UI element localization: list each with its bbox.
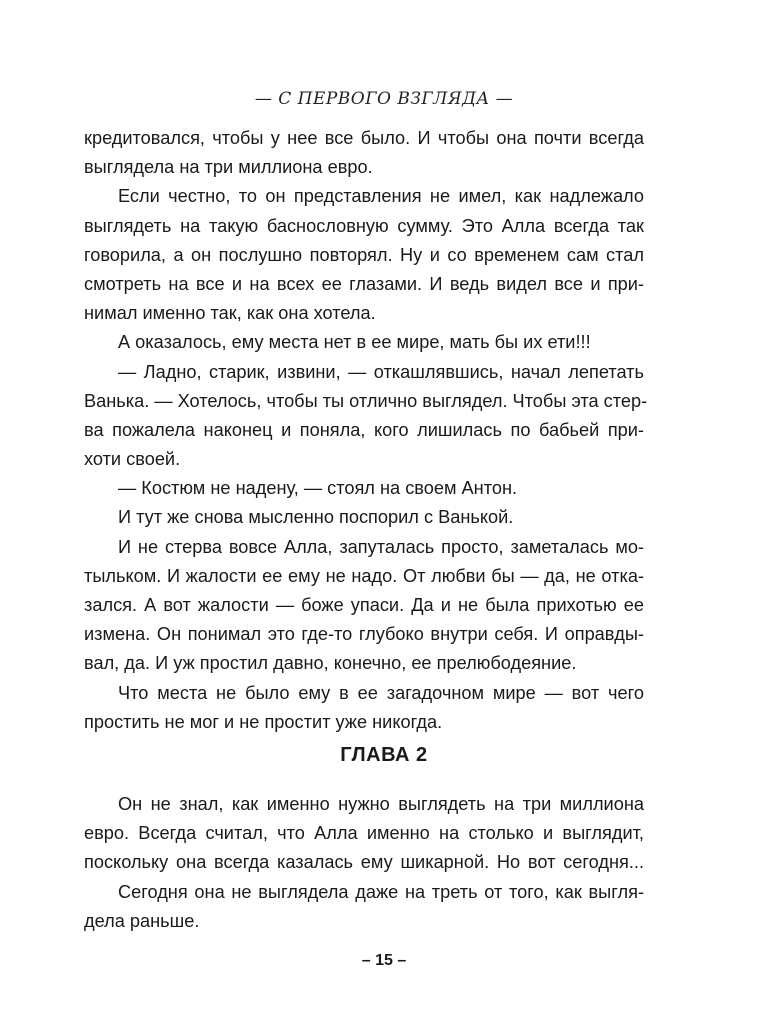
- text-line: выглядела на три миллиона евро.: [84, 157, 373, 178]
- text-line: дела раньше.: [84, 910, 200, 931]
- text-line: ва пожалела наконец и поняла, кого лишилась по бабьей при-: [84, 419, 644, 440]
- text-line: тыльком. И жалости ее ему не надо. От любви бы — да, не отка-: [84, 565, 644, 586]
- running-head: — С ПЕРВОГО ВЗГЛЯДА —: [254, 89, 514, 109]
- text-line: простить не мог и не простит уже никогда.: [84, 711, 443, 732]
- text-line: Что места не было ему в ее загадочном мире — вот чего: [118, 682, 644, 703]
- text-line: измена. Он понимал это где-то глубоко внутри себя. И оправды-: [84, 624, 644, 645]
- text-line: Он не знал, как именно нужно выглядеть на три миллиона: [118, 794, 644, 814]
- text-line: поскольку она всегда казалась ему шикарной. Но вот сегодня...: [84, 852, 644, 873]
- text-line: говорила, а он послушно повторял. Ну и со временем сам стал: [84, 244, 644, 265]
- text-line: вал, да. И уж простил давно, конечно, ее прелюбодеяние.: [84, 653, 577, 674]
- text-line: хоти своей.: [84, 449, 181, 470]
- text-line: Если честно, то он представления не имел, как надлежало: [118, 186, 644, 207]
- page-number: – 15 –: [361, 952, 407, 969]
- text-section-1: [84, 124, 648, 737]
- text-line: кредитовался, чтобы у нее все было. И чтобы она почти всегда: [84, 128, 644, 148]
- text-line: выглядеть на такую баснословную сумму. Это Алла всегда так: [84, 215, 644, 236]
- text-line: И тут же снова мысленно поспорил с Ванькой.: [118, 507, 514, 528]
- text-line: — Ладно, старик, извини, — откашлявшись, начал лепетать: [118, 361, 644, 382]
- text-line: И не стерва вовсе Алла, запуталась просто, заметалась мо-: [118, 536, 644, 557]
- chapter-title: ГЛАВА 2: [340, 744, 428, 766]
- text-line: А оказалось, ему места нет в ее мире, мать бы их ети!!!: [118, 332, 591, 353]
- text-line: Ванька. — Хотелось, чтобы ты отлично выглядел. Чтобы эта стер-: [84, 390, 648, 411]
- text-line: смотреть на все и на всех ее глазами. И ведь видел все и при-: [84, 273, 644, 294]
- text-line: — Костюм не надену, — стоял на своем Антон.: [118, 478, 518, 499]
- text-line: зался. А вот жалости — боже упаси. Да и не была прихотью ее: [84, 595, 644, 615]
- text-line: евро. Всегда считал, что Алла именно на столько и выглядит,: [84, 823, 644, 844]
- text-line: нимал именно так, как она хотела.: [84, 303, 376, 324]
- text-section-2: [84, 790, 644, 936]
- text-line: Сегодня она не выглядела даже на треть от того, как выгля-: [118, 881, 644, 902]
